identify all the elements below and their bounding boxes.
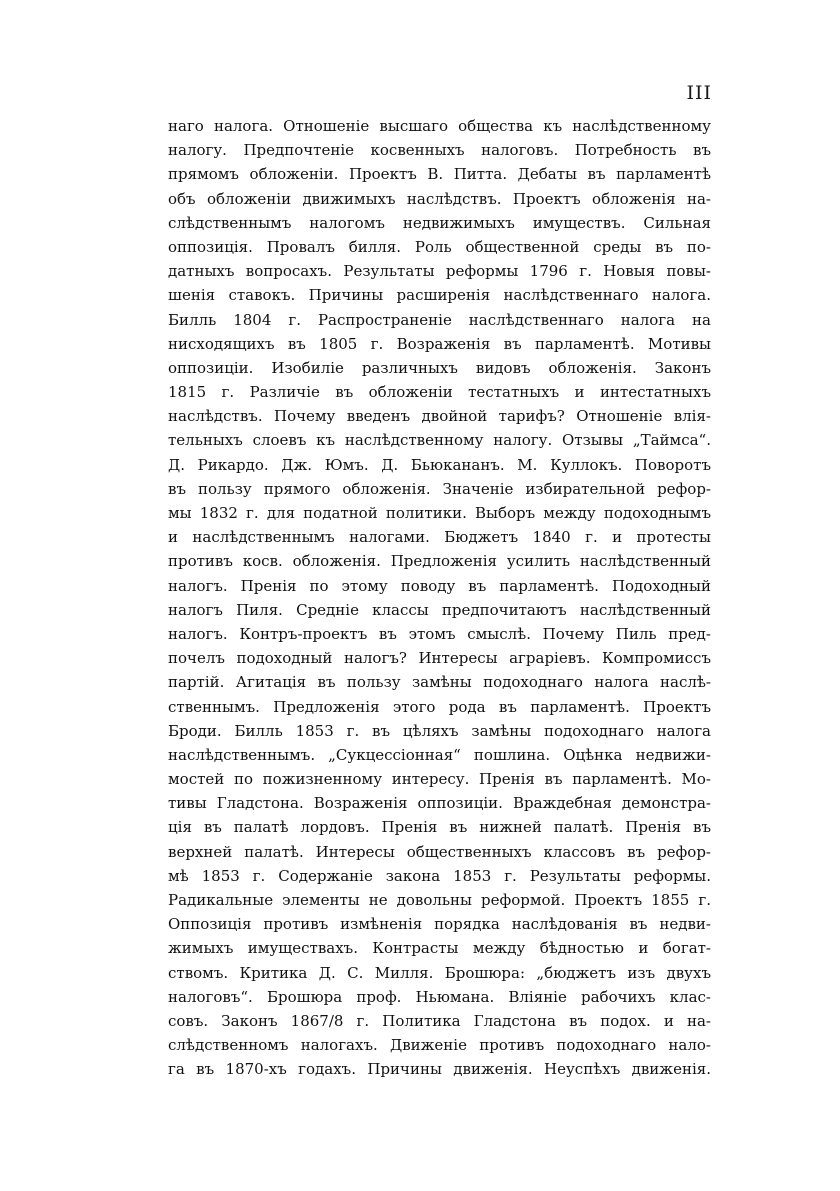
text-line: прямомъ обложеніи. Проектъ В. Питта. Дебаты въ парламентѣ bbox=[168, 165, 711, 184]
text-line: оппозиціи. Изобиліе различныхъ видовъ обложенія. Законъ bbox=[168, 358, 711, 377]
text-line: ція въ палатѣ лордовъ. Пренія въ нижней палатѣ. Пренія въ bbox=[168, 818, 711, 837]
text-line: ственнымъ. Предложенія этого рода въ парламентѣ. Проектъ bbox=[168, 697, 711, 716]
text-line: датныхъ вопросахъ. Результаты реформы 1796 г. Новыя повы- bbox=[168, 262, 711, 281]
text-line: Оппозиція противъ измѣненія порядка наслѣдованія въ недви- bbox=[168, 915, 711, 934]
text-line: жимыхъ имуществахъ. Контрасты между бѣдностью и богат- bbox=[168, 939, 711, 958]
text-line: верхней палатѣ. Интересы общественныхъ классовъ въ рефор- bbox=[168, 842, 711, 861]
text-line: Радикальные элементы не довольны реформой. Проектъ 1855 г. bbox=[168, 891, 711, 909]
text-line: и наслѣдственнымъ налогами. Бюджетъ 1840 г. и протесты bbox=[168, 528, 711, 547]
text-line: наслѣдственнымъ. „Сукцессіонная“ пошлина. Оцѣнка недвижи- bbox=[168, 745, 711, 764]
text-line: тивы Гладстона. Возраженія оппозиціи. Враждебная демонстра- bbox=[168, 794, 711, 813]
text-line: наго налога. Отношеніе высшаго общества къ наслѣдственному bbox=[168, 117, 711, 135]
text-line: въ пользу прямого обложенія. Значеніе избирательной рефор- bbox=[168, 479, 711, 498]
text-line: мостей по пожизненному интересу. Пренія въ парламентѣ. Мо- bbox=[168, 770, 711, 789]
text-line: Билль 1804 г. Распространеніе наслѣдственнаго налога на bbox=[168, 310, 711, 329]
text-line: налогу. Предпочтеніе косвенныхъ налоговъ. Потребность въ bbox=[168, 141, 711, 160]
text-line: слѣдственнымъ налогомъ недвижимыхъ имуществъ. Сильная bbox=[168, 213, 711, 232]
text-line: налогъ. Контръ-проектъ въ этомъ смыслѣ. Почему Пиль пред- bbox=[168, 624, 711, 643]
text-line: нисходящихъ въ 1805 г. Возраженія въ парламентѣ. Мотивы bbox=[168, 334, 711, 353]
text-line: Броди. Билль 1853 г. въ цѣляхъ замѣны подоходнаго налога bbox=[168, 721, 711, 740]
text-line: партій. Агитація въ пользу замѣны подоходнаго налога наслѣ- bbox=[168, 673, 711, 692]
text-line: наслѣдствъ. Почему введенъ двойной тарифъ? Отношеніе влія- bbox=[168, 407, 711, 426]
text-line: га въ 1870-хъ годахъ. Причины движенія. Неуспѣхъ движенія. bbox=[168, 1060, 711, 1079]
text-line: шенія ставокъ. Причины расширенія наслѣдственнаго налога. bbox=[168, 286, 711, 305]
text-line: 1815 г. Различіе въ обложеніи тестатныхъ и интестатныхъ bbox=[168, 383, 711, 402]
table-of-contents-text bbox=[168, 114, 711, 1082]
text-line: слѣдственномъ налогахъ. Движеніе противъ подоходнаго нало- bbox=[168, 1036, 711, 1055]
text-line: налогъ Пиля. Средніе классы предпочитаютъ наслѣдственный bbox=[168, 600, 711, 619]
text-line: противъ косв. обложенія. Предложенія усилить наслѣдственный bbox=[168, 552, 711, 571]
text-line: ствомъ. Критика Д. С. Милля. Брошюра: „бюджетъ изъ двухъ bbox=[168, 963, 711, 982]
text-line: совъ. Законъ 1867/8 г. Политика Гладстона въ подох. и на- bbox=[168, 1011, 711, 1030]
text-line: почелъ подоходный налогъ? Интересы аграріевъ. Компромиссъ bbox=[168, 649, 711, 668]
text-line: мы 1832 г. для податной политики. Выборъ между подоходнымъ bbox=[168, 504, 711, 522]
text-line: тельныхъ слоевъ къ наслѣдственному налогу. Отзывы „Таймса“. bbox=[168, 431, 711, 450]
text-line: мѣ 1853 г. Содержаніе закона 1853 г. Результаты реформы. bbox=[168, 866, 711, 885]
text-line: объ обложеніи движимыхъ наслѣдствъ. Проектъ обложенія на- bbox=[168, 189, 711, 208]
page-number: III bbox=[686, 82, 712, 104]
text-line: Д. Рикардо. Дж. Юмъ. Д. Бьюкананъ. М. Куллокъ. Поворотъ bbox=[168, 455, 711, 474]
text-line: оппозиція. Провалъ билля. Роль общественной среды въ по- bbox=[168, 237, 711, 256]
text-line: налогъ. Пренія по этому поводу въ парламентѣ. Подоходный bbox=[168, 576, 711, 595]
text-line: налоговъ“. Брошюра проф. Ньюмана. Вліяніе рабочихъ клас- bbox=[168, 987, 711, 1006]
